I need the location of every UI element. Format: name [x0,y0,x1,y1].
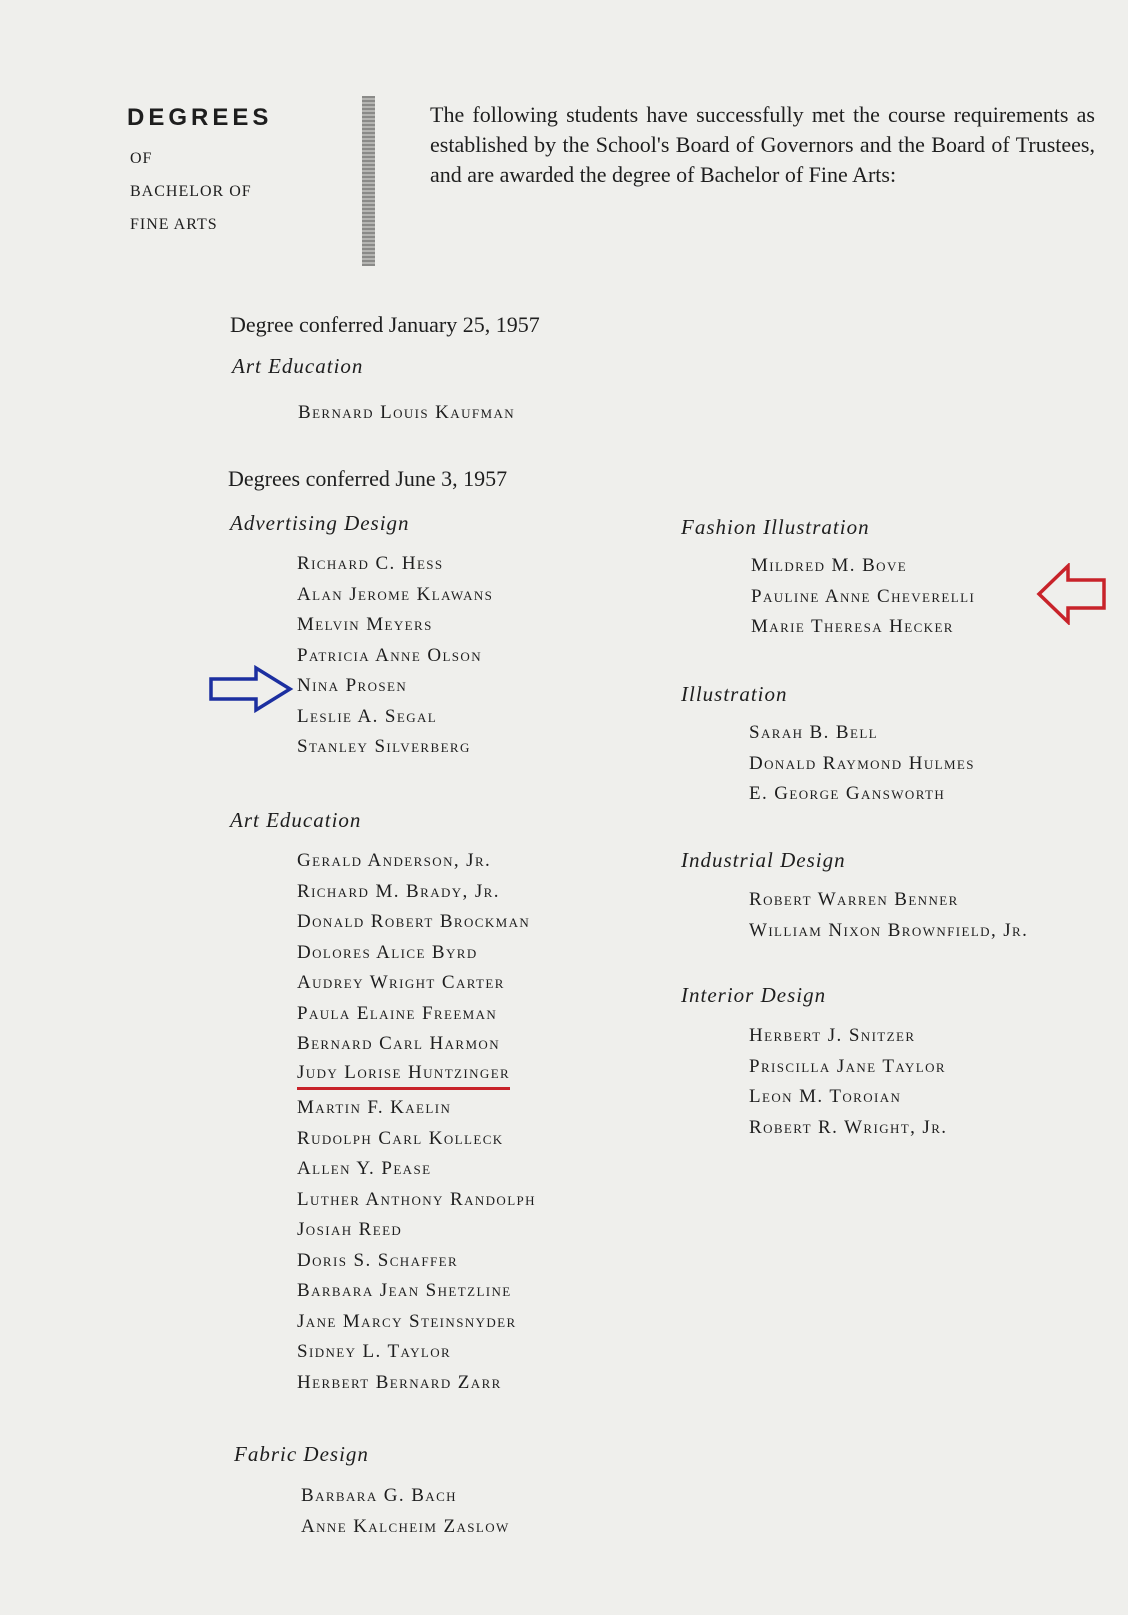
names-illustration [749,718,975,810]
dept-art-education-june: Art Education [230,808,362,832]
list-item: Richard M. Brady, Jr. [297,880,500,902]
list-item-nina-prosen: Nina Prosen [297,675,408,696]
list-item-pauline-cheverelli: Pauline Anne Cheverelli [751,585,976,607]
list-item: Rudolph Carl Kolleck [297,1127,504,1149]
header-line-fine-arts: FINE ARTS [130,216,218,233]
blue-arrow-right-icon [208,665,294,713]
dept-industrial-design: Industrial Design [681,848,846,872]
list-item: Melvin Meyers [297,614,433,635]
list-item: Bernard Carl Harmon [297,1033,501,1054]
names-fabric-design [301,1481,510,1542]
list-item: Leon M. Toroian [749,1086,902,1107]
list-item: E. George Gansworth [749,783,946,804]
names-art-education-jan [298,398,515,429]
list-item: Patricia Anne Olson [297,644,483,666]
date-january: Degree conferred January 25, 1957 [230,312,540,337]
list-item: Doris S. Schaffer [297,1249,459,1271]
list-item: Sarah B. Bell [749,722,879,743]
list-item: Martin F. Kaelin [297,1097,452,1118]
intro-paragraph: The following students have successfully met the course requirements as established by the School's Board of Governors and the Board of Trustees, and are awarded the degree of Bachelor of Fine Arts: [430,102,1095,187]
list-item: Donald Raymond Hulmes [749,752,975,774]
list-item: Alan Jerome Klawans [297,583,494,605]
list-item: Allen Y. Pease [297,1158,432,1179]
list-item: Paula Elaine Freeman [297,1002,498,1024]
list-item: Stanley Silverberg [297,736,471,757]
names-fashion-illustration [751,551,975,643]
header-title: DEGREES [127,104,273,131]
list-item: Leslie A. Segal [297,705,438,727]
list-item: Gerald Anderson, Jr. [297,850,492,871]
dept-fashion-illustration: Fashion Illustration [681,515,870,539]
names-industrial-design [749,885,1028,946]
list-item: Anne Kalcheim Zaslow [301,1515,510,1537]
list-item: Herbert Bernard Zarr [297,1371,502,1393]
dept-advertising-design: Advertising Design [230,511,410,535]
list-item: Herbert J. Snitzer [749,1025,916,1046]
list-item: Barbara Jean Shetzline [297,1280,512,1301]
list-item: Bernard Louis Kaufman [298,402,516,423]
dept-illustration: Illustration [681,682,788,706]
list-item: Barbara G. Bach [301,1485,457,1506]
header-divider-bar [362,96,375,266]
list-item: Mildred M. Bove [751,555,908,576]
list-item-underlined: Judy Lorise Huntzinger [297,1060,510,1090]
list-item: Dolores Alice Byrd [297,941,478,963]
date-june: Degrees conferred June 3, 1957 [228,466,508,491]
list-item: Marie Theresa Hecker [751,616,954,637]
list-item: Robert R. Wright, Jr. [749,1116,948,1138]
list-item: Sidney L. Taylor [297,1341,452,1362]
list-item: Donald Robert Brockman [297,911,531,932]
dept-fabric-design: Fabric Design [234,1442,369,1466]
red-arrow-left-icon [1036,563,1108,625]
names-advertising-design [297,549,493,763]
list-item: Luther Anthony Randolph [297,1188,536,1210]
list-item: Robert Warren Benner [749,889,959,910]
dept-interior-design: Interior Design [681,983,827,1007]
list-item: Audrey Wright Carter [297,972,505,993]
list-item: Priscilla Jane Taylor [749,1055,946,1077]
names-interior-design [749,1021,947,1143]
list-item: Josiah Reed [297,1219,403,1240]
list-item: Jane Marcy Steinsnyder [297,1310,517,1332]
names-art-education-june [297,846,536,1398]
header-line-bachelor: BACHELOR OF [130,183,252,200]
header-line-of: OF [130,150,153,167]
dept-art-education-jan: Art Education [232,354,364,378]
list-item: William Nixon Brownfield, Jr. [749,919,1029,941]
list-item: Richard C. Hess [297,553,444,574]
